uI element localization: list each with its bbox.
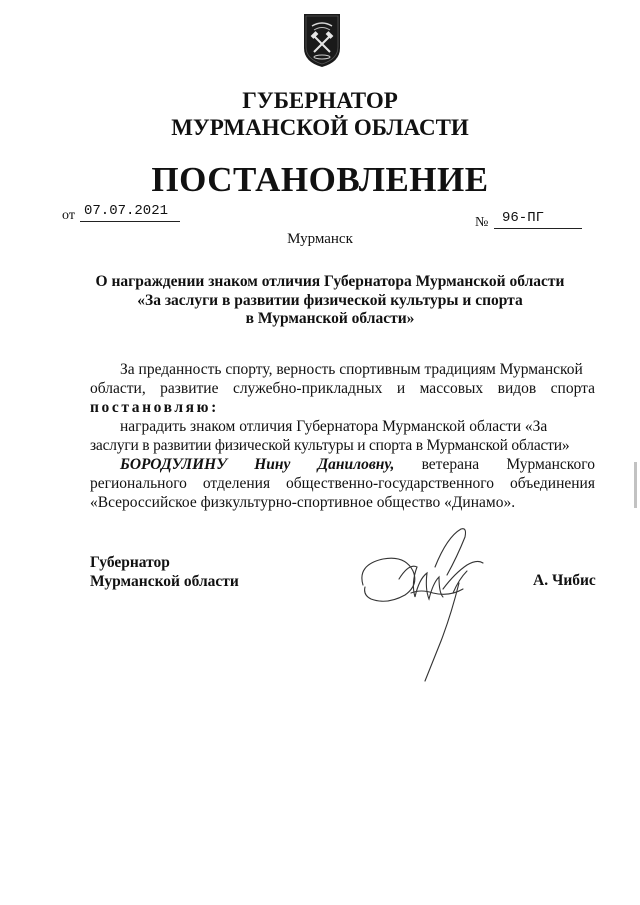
word: Мурманского <box>506 456 595 473</box>
signatory-position <box>90 553 239 591</box>
word: общественно-государственного <box>286 475 495 492</box>
recipient-patronymic: Даниловну, <box>317 456 395 473</box>
word: объединения <box>509 475 595 492</box>
authority-title-line1: ГУБЕРНАТОР <box>242 88 398 113</box>
word: спорта <box>550 380 595 397</box>
date-label: от <box>62 208 75 223</box>
date-field: 07.07.2021 <box>80 203 180 222</box>
word: массовых <box>419 380 484 397</box>
coat-of-arms-icon <box>302 12 342 68</box>
word: видов <box>497 380 537 397</box>
preamble-line: За преданность спорту, верность спортивным традициям Мурманской <box>120 361 583 378</box>
number-field: 96-ПГ <box>494 210 582 229</box>
authority-title-line2: МУРМАНСКОЙ ОБЛАСТИ <box>171 115 469 140</box>
number-label: № <box>475 215 489 230</box>
signatory-name: А. Чибис <box>533 572 596 589</box>
word: регионального <box>90 475 187 492</box>
recipient-line-justified <box>90 474 595 493</box>
award-line: заслуги в развитии физической культуры и спорта в Мурманской области» <box>90 437 570 454</box>
subject-line: «За заслуги в развитии физической культуры и спорта <box>137 291 523 309</box>
word: области, <box>90 380 146 397</box>
word: служебно-прикладных <box>232 380 383 397</box>
subject-line: в Мурманской области» <box>245 310 415 327</box>
word: ветерана <box>421 456 480 473</box>
word: отделения <box>202 475 271 492</box>
recipient-organization-line: «Всероссийское физкультурно-спортивное общество «Динамо». <box>90 494 516 511</box>
award-line: наградить знаком отличия Губернатора Мурманской области «За <box>120 418 548 435</box>
preamble-paragraph <box>90 360 595 512</box>
position-line: Губернатор <box>90 554 170 571</box>
scan-edge-mark <box>634 462 637 508</box>
subject-line: О награждении знаком отличия Губернатора Мурманской области <box>95 273 565 290</box>
word: развитие <box>160 380 219 397</box>
document-type-title: ПОСТАНОВЛЕНИЕ <box>151 160 489 199</box>
recipient-first-name: Нину <box>254 456 291 473</box>
recipient-surname: БОРОДУЛИНУ <box>120 456 228 473</box>
handwritten-signature <box>355 523 495 688</box>
word: и <box>396 380 406 397</box>
resolve-word: постановляю: <box>90 399 219 416</box>
decree-subject <box>60 273 600 329</box>
recipient-line <box>90 455 595 474</box>
position-line: Мурманской области <box>90 573 239 590</box>
city-name: Мурманск <box>287 231 353 247</box>
preamble-line-justified <box>90 379 595 398</box>
